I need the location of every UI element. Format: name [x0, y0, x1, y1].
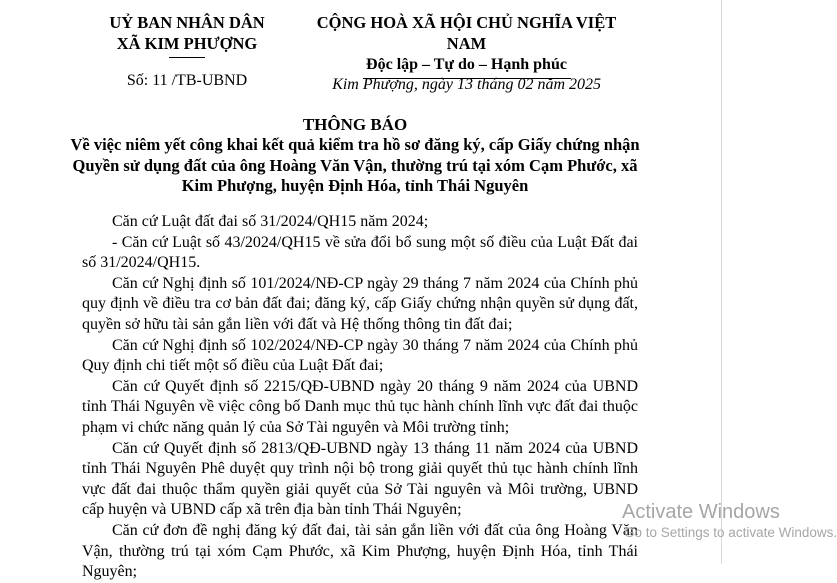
national-header — [300, 12, 633, 79]
watermark-line-1: Activate Windows — [622, 501, 780, 523]
body-paragraph: - Căn cứ Luật số 43/2024/QH15 về sửa đổi bổ sung một số điều của Luật Đất đai số 31/2024/QH15. — [82, 233, 638, 272]
document-number: Số: 11 /TB-UBND — [126, 72, 248, 89]
body-paragraph: Căn cứ Luật đất đai số 31/2024/QH15 năm 2024; — [112, 213, 429, 230]
page-edge — [721, 0, 722, 564]
authority-underline — [169, 57, 205, 58]
body-paragraph: Căn cứ Nghị định số 102/2024/NĐ-CP ngày 30 tháng 7 năm 2024 của Chính phủ Quy định chi tiết một số điều của Luật Đất đai; — [82, 336, 638, 375]
body-paragraph: Căn cứ Nghị định số 101/2024/NĐ-CP ngày 29 tháng 7 năm 2024 của Chính phủ quy định về điều tra cơ bản đất đai; đăng ký, cấp Giấy chứng nhận quyền sử dụng đất, quyền sở hữu tài sản gắn liền với đất và Hệ thống thông tin đất đai; — [82, 274, 638, 333]
body-paragraph: Căn cứ đơn đề nghị đăng ký đất đai, tài sản gắn liền với đất của ông Hoàng Văn Vận, thường trú tại xóm Cạm Phước, xã Kim Phượng, huyện Định Hóa, tỉnh Thái Nguyên; — [82, 521, 638, 581]
issuing-authority — [102, 12, 272, 58]
place-and-date: Kim Phượng, ngày 13 tháng 02 năm 2025 — [332, 76, 601, 93]
document-body — [82, 212, 638, 583]
document-subject: Về việc niêm yết công khai kết quả kiểm tra hồ sơ đăng ký, cấp Giấy chứng nhận Quyền sử dụng đất của ông Hoàng Văn Vận, thường trú tại xóm Cạm Phước, xã Kim Phượng, huyện Định Hóa, tỉnh Thái Nguyên — [70, 135, 640, 195]
body-paragraph: Căn cứ Quyết định số 2215/QĐ-UBND ngày 20 tháng 9 năm 2024 của UBND tỉnh Thái Nguyên về việc công bố Danh mục thủ tục hành chính lĩnh vực đất đai thuộc phạm vi chức năng quản lý của Sở Tài nguyên và Môi trường tỉnh; — [82, 377, 638, 436]
document-heading: THÔNG BÁO — [302, 115, 408, 134]
document-title — [60, 115, 650, 197]
national-motto: Độc lập – Tự do – Hạnh phúc — [366, 56, 567, 73]
authority-line-2: XÃ KIM PHƯỢNG — [116, 34, 258, 53]
nation-name: CỘNG HOÀ XÃ HỘI CHỦ NGHĨA VIỆT NAM — [316, 13, 617, 53]
watermark-line-2: Go to Settings to activate Windows. — [624, 525, 837, 540]
activation-watermark — [622, 500, 837, 542]
body-paragraph: Căn cứ Quyết định số 2813/QĐ-UBND ngày 13 tháng 11 năm 2024 của UBND tỉnh Thái Nguyên Phê duyệt quy trình nội bộ trong giải quyết thủ tục hành chính lĩnh vực đất đai thuộc thẩm quyền giải quyết của Sở Tài nguyên và Môi trường, UBND cấp huyện và UBND cấp xã trên địa bàn tỉnh Thái Nguyên; — [82, 439, 638, 519]
authority-line-1: UỶ BAN NHÂN DÂN — [109, 13, 265, 32]
